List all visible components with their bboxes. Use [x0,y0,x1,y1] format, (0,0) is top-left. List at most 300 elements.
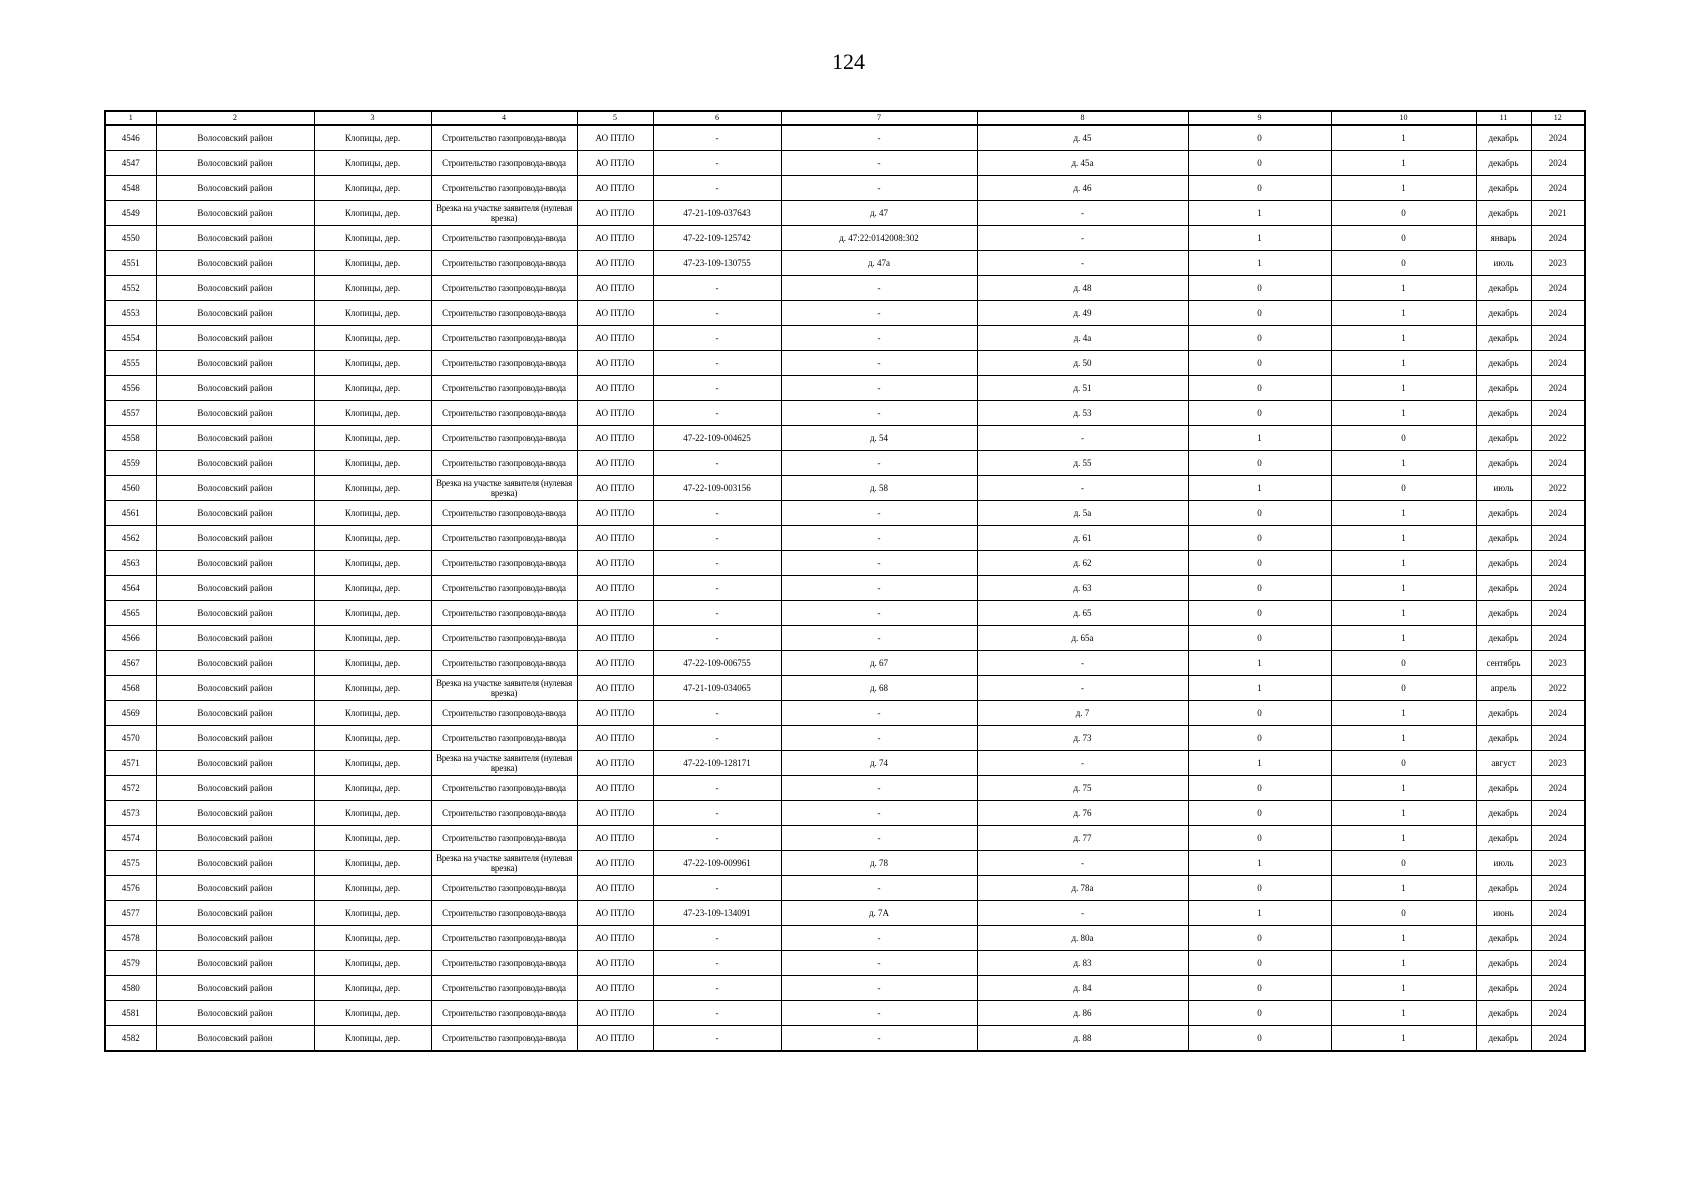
cadastral-address-cell: - [781,276,977,301]
organization-cell: АО ПТЛО [577,776,653,801]
table-row [105,276,1585,301]
work-type-cell: Строительство газопровода-ввода [431,976,577,1001]
district-cell: Волосовский район [156,151,314,176]
locality-cell: Клопицы, дер. [314,451,431,476]
year-cell: 2024 [1531,151,1585,176]
locality-cell: Клопицы, дер. [314,226,431,251]
locality-cell: Клопицы, дер. [314,701,431,726]
count-a-cell: 1 [1188,901,1331,926]
organization-cell: АО ПТЛО [577,201,653,226]
contract-number-cell: - [653,701,781,726]
year-cell: 2022 [1531,476,1585,501]
organization-cell: АО ПТЛО [577,676,653,701]
contract-number-cell: - [653,326,781,351]
locality-cell: Клопицы, дер. [314,776,431,801]
district-cell: Волосовский район [156,501,314,526]
row-number-cell: 4576 [105,876,156,901]
year-cell: 2023 [1531,751,1585,776]
row-number-cell: 4569 [105,701,156,726]
locality-cell: Клопицы, дер. [314,176,431,201]
address-cell: - [977,201,1188,226]
organization-cell: АО ПТЛО [577,401,653,426]
contract-number-cell: 47-22-109-004625 [653,426,781,451]
table-row [105,976,1585,1001]
year-cell: 2024 [1531,376,1585,401]
district-cell: Волосовский район [156,351,314,376]
address-cell: д. 53 [977,401,1188,426]
year-cell: 2022 [1531,426,1585,451]
locality-cell: Клопицы, дер. [314,926,431,951]
organization-cell: АО ПТЛО [577,376,653,401]
row-number-cell: 4554 [105,326,156,351]
district-cell: Волосовский район [156,376,314,401]
locality-cell: Клопицы, дер. [314,401,431,426]
month-cell: декабрь [1476,776,1531,801]
contract-number-cell: 47-22-109-009961 [653,851,781,876]
year-cell: 2024 [1531,926,1585,951]
contract-number-cell: - [653,726,781,751]
year-cell: 2024 [1531,701,1585,726]
address-cell: д. 88 [977,1026,1188,1052]
work-type-cell: Строительство газопровода-ввода [431,951,577,976]
organization-cell: АО ПТЛО [577,751,653,776]
row-number-cell: 4548 [105,176,156,201]
count-b-cell: 1 [1331,801,1476,826]
district-cell: Волосовский район [156,551,314,576]
count-a-cell: 1 [1188,651,1331,676]
locality-cell: Клопицы, дер. [314,651,431,676]
contract-number-cell: 47-22-109-125742 [653,226,781,251]
month-cell: апрель [1476,676,1531,701]
locality-cell: Клопицы, дер. [314,301,431,326]
locality-cell: Клопицы, дер. [314,626,431,651]
row-number-cell: 4547 [105,151,156,176]
locality-cell: Клопицы, дер. [314,876,431,901]
organization-cell: АО ПТЛО [577,876,653,901]
year-cell: 2024 [1531,626,1585,651]
organization-cell: АО ПТЛО [577,551,653,576]
row-number-cell: 4555 [105,351,156,376]
row-number-cell: 4560 [105,476,156,501]
count-b-cell: 0 [1331,851,1476,876]
address-cell: д. 51 [977,376,1188,401]
count-b-cell: 0 [1331,226,1476,251]
row-number-cell: 4564 [105,576,156,601]
work-type-cell: Врезка на участке заявителя (нулевая врезка) [431,476,577,501]
count-a-cell: 0 [1188,125,1331,151]
organization-cell: АО ПТЛО [577,626,653,651]
cadastral-address-cell: - [781,801,977,826]
cadastral-address-cell: д. 58 [781,476,977,501]
organization-cell: АО ПТЛО [577,351,653,376]
district-cell: Волосовский район [156,201,314,226]
address-cell: д. 80а [977,926,1188,951]
count-a-cell: 1 [1188,751,1331,776]
table-row [105,901,1585,926]
district-cell: Волосовский район [156,251,314,276]
address-cell: д. 61 [977,526,1188,551]
work-type-cell: Строительство газопровода-ввода [431,801,577,826]
work-type-cell: Строительство газопровода-ввода [431,776,577,801]
table-row [105,125,1585,151]
year-cell: 2024 [1531,226,1585,251]
cadastral-address-cell: - [781,626,977,651]
table-row [105,351,1585,376]
row-number-cell: 4571 [105,751,156,776]
organization-cell: АО ПТЛО [577,526,653,551]
count-b-cell: 1 [1331,125,1476,151]
row-number-cell: 4549 [105,201,156,226]
district-cell: Волосовский район [156,326,314,351]
cadastral-address-cell: - [781,1001,977,1026]
count-b-cell: 1 [1331,551,1476,576]
organization-cell: АО ПТЛО [577,451,653,476]
table-row [105,451,1585,476]
table-row [105,251,1585,276]
contract-number-cell: 47-23-109-130755 [653,251,781,276]
address-cell: - [977,426,1188,451]
locality-cell: Клопицы, дер. [314,426,431,451]
count-a-cell: 0 [1188,176,1331,201]
count-a-cell: 0 [1188,576,1331,601]
district-cell: Волосовский район [156,776,314,801]
table-row [105,551,1585,576]
work-type-cell: Строительство газопровода-ввода [431,601,577,626]
count-b-cell: 1 [1331,401,1476,426]
locality-cell: Клопицы, дер. [314,976,431,1001]
row-number-cell: 4562 [105,526,156,551]
locality-cell: Клопицы, дер. [314,526,431,551]
month-cell: декабрь [1476,801,1531,826]
count-b-cell: 1 [1331,701,1476,726]
count-b-cell: 1 [1331,726,1476,751]
month-cell: декабрь [1476,201,1531,226]
row-number-cell: 4546 [105,125,156,151]
count-b-cell: 1 [1331,1001,1476,1026]
locality-cell: Клопицы, дер. [314,826,431,851]
cadastral-address-cell: - [781,526,977,551]
count-a-cell: 0 [1188,301,1331,326]
year-cell: 2024 [1531,501,1585,526]
column-number: 7 [781,111,977,125]
year-cell: 2024 [1531,301,1585,326]
table-row [105,676,1585,701]
year-cell: 2024 [1531,826,1585,851]
row-number-cell: 4556 [105,376,156,401]
table-row [105,651,1585,676]
column-number: 4 [431,111,577,125]
contract-number-cell: - [653,1001,781,1026]
district-cell: Волосовский район [156,626,314,651]
cadastral-address-cell: - [781,451,977,476]
address-cell: д. 75 [977,776,1188,801]
cadastral-address-cell: - [781,976,977,1001]
year-cell: 2024 [1531,401,1585,426]
contract-number-cell: - [653,776,781,801]
cadastral-address-cell: - [781,326,977,351]
district-cell: Волосовский район [156,676,314,701]
count-a-cell: 1 [1188,676,1331,701]
row-number-cell: 4573 [105,801,156,826]
row-number-cell: 4575 [105,851,156,876]
row-number-cell: 4568 [105,676,156,701]
month-cell: декабрь [1476,501,1531,526]
work-type-cell: Строительство газопровода-ввода [431,1026,577,1052]
count-b-cell: 1 [1331,951,1476,976]
contract-number-cell: - [653,976,781,1001]
district-cell: Волосовский район [156,651,314,676]
locality-cell: Клопицы, дер. [314,851,431,876]
count-a-cell: 1 [1188,201,1331,226]
contract-number-cell: - [653,526,781,551]
count-b-cell: 0 [1331,651,1476,676]
month-cell: декабрь [1476,951,1531,976]
row-number-cell: 4578 [105,926,156,951]
district-cell: Волосовский район [156,851,314,876]
count-a-cell: 0 [1188,951,1331,976]
contract-number-cell: - [653,376,781,401]
row-number-cell: 4561 [105,501,156,526]
year-cell: 2021 [1531,201,1585,226]
address-cell: д. 83 [977,951,1188,976]
work-type-cell: Строительство газопровода-ввода [431,426,577,451]
work-type-cell: Строительство газопровода-ввода [431,726,577,751]
year-cell: 2024 [1531,351,1585,376]
work-type-cell: Строительство газопровода-ввода [431,276,577,301]
count-a-cell: 0 [1188,351,1331,376]
district-cell: Волосовский район [156,926,314,951]
year-cell: 2024 [1531,601,1585,626]
cadastral-address-cell: - [781,876,977,901]
count-b-cell: 1 [1331,376,1476,401]
count-b-cell: 1 [1331,276,1476,301]
locality-cell: Клопицы, дер. [314,151,431,176]
address-cell: д. 45а [977,151,1188,176]
contract-number-cell: - [653,801,781,826]
address-cell: - [977,226,1188,251]
year-cell: 2024 [1531,876,1585,901]
contract-number-cell: - [653,926,781,951]
table-row [105,476,1585,501]
table-row [105,426,1585,451]
month-cell: декабрь [1476,151,1531,176]
district-cell: Волосовский район [156,526,314,551]
row-number-cell: 4550 [105,226,156,251]
count-b-cell: 1 [1331,151,1476,176]
column-number: 6 [653,111,781,125]
count-a-cell: 0 [1188,701,1331,726]
table-row [105,951,1585,976]
locality-cell: Клопицы, дер. [314,551,431,576]
month-cell: декабрь [1476,576,1531,601]
contract-number-cell: - [653,951,781,976]
year-cell: 2024 [1531,951,1585,976]
month-cell: декабрь [1476,876,1531,901]
table-row [105,301,1585,326]
count-a-cell: 0 [1188,726,1331,751]
row-number-cell: 4581 [105,1001,156,1026]
count-b-cell: 0 [1331,901,1476,926]
table-row [105,776,1585,801]
locality-cell: Клопицы, дер. [314,251,431,276]
table-row [105,876,1585,901]
organization-cell: АО ПТЛО [577,476,653,501]
contract-number-cell: - [653,826,781,851]
organization-cell: АО ПТЛО [577,276,653,301]
work-type-cell: Строительство газопровода-ввода [431,401,577,426]
organization-cell: АО ПТЛО [577,651,653,676]
month-cell: декабрь [1476,301,1531,326]
table-row [105,201,1585,226]
work-type-cell: Строительство газопровода-ввода [431,351,577,376]
contract-number-cell: - [653,301,781,326]
organization-cell: АО ПТЛО [577,601,653,626]
count-a-cell: 1 [1188,851,1331,876]
locality-cell: Клопицы, дер. [314,125,431,151]
organization-cell: АО ПТЛО [577,501,653,526]
count-a-cell: 0 [1188,376,1331,401]
column-number-row [105,111,1585,125]
count-b-cell: 1 [1331,776,1476,801]
address-cell: д. 65 [977,601,1188,626]
organization-cell: АО ПТЛО [577,976,653,1001]
row-number-cell: 4567 [105,651,156,676]
cadastral-address-cell: - [781,125,977,151]
address-cell: д. 48 [977,276,1188,301]
work-type-cell: Строительство газопровода-ввода [431,826,577,851]
month-cell: декабрь [1476,326,1531,351]
district-cell: Волосовский район [156,901,314,926]
month-cell: декабрь [1476,601,1531,626]
cadastral-address-cell: - [781,151,977,176]
district-cell: Волосовский район [156,1026,314,1052]
column-number: 12 [1531,111,1585,125]
year-cell: 2023 [1531,251,1585,276]
count-b-cell: 1 [1331,451,1476,476]
locality-cell: Клопицы, дер. [314,951,431,976]
row-number-cell: 4559 [105,451,156,476]
count-a-cell: 0 [1188,1026,1331,1052]
contract-number-cell: - [653,151,781,176]
district-cell: Волосовский район [156,751,314,776]
contract-number-cell: 47-21-109-034065 [653,676,781,701]
table-row [105,601,1585,626]
year-cell: 2024 [1531,326,1585,351]
count-a-cell: 1 [1188,226,1331,251]
address-cell: д. 76 [977,801,1188,826]
registry-table [104,110,1586,1052]
organization-cell: АО ПТЛО [577,326,653,351]
count-a-cell: 0 [1188,926,1331,951]
month-cell: декабрь [1476,376,1531,401]
cadastral-address-cell: - [781,176,977,201]
work-type-cell: Строительство газопровода-ввода [431,301,577,326]
address-cell: д. 65а [977,626,1188,651]
table-row [105,576,1585,601]
month-cell: декабрь [1476,176,1531,201]
organization-cell: АО ПТЛО [577,125,653,151]
district-cell: Волосовский район [156,876,314,901]
cadastral-address-cell: - [781,376,977,401]
table-row [105,501,1585,526]
year-cell: 2023 [1531,851,1585,876]
district-cell: Волосовский район [156,951,314,976]
cadastral-address-cell: д. 47 [781,201,977,226]
address-cell: д. 49 [977,301,1188,326]
address-cell: - [977,251,1188,276]
column-number: 2 [156,111,314,125]
count-b-cell: 1 [1331,601,1476,626]
table-row [105,176,1585,201]
work-type-cell: Строительство газопровода-ввода [431,176,577,201]
count-b-cell: 0 [1331,676,1476,701]
year-cell: 2022 [1531,676,1585,701]
address-cell: д. 46 [977,176,1188,201]
work-type-cell: Строительство газопровода-ввода [431,125,577,151]
month-cell: декабрь [1476,351,1531,376]
address-cell: д. 84 [977,976,1188,1001]
month-cell: июль [1476,476,1531,501]
district-cell: Волосовский район [156,176,314,201]
month-cell: декабрь [1476,1001,1531,1026]
table-row [105,151,1585,176]
count-b-cell: 1 [1331,1026,1476,1052]
table-row [105,526,1585,551]
year-cell: 2024 [1531,726,1585,751]
work-type-cell: Строительство газопровода-ввода [431,551,577,576]
address-cell: д. 63 [977,576,1188,601]
count-b-cell: 0 [1331,476,1476,501]
year-cell: 2024 [1531,276,1585,301]
work-type-cell: Строительство газопровода-ввода [431,926,577,951]
row-number-cell: 4582 [105,1026,156,1052]
year-cell: 2024 [1531,976,1585,1001]
cadastral-address-cell: - [781,951,977,976]
work-type-cell: Строительство газопровода-ввода [431,1001,577,1026]
count-a-cell: 0 [1188,276,1331,301]
column-number: 10 [1331,111,1476,125]
table-row [105,1026,1585,1052]
organization-cell: АО ПТЛО [577,151,653,176]
district-cell: Волосовский район [156,401,314,426]
district-cell: Волосовский район [156,726,314,751]
address-cell: - [977,476,1188,501]
contract-number-cell: - [653,1026,781,1052]
count-a-cell: 0 [1188,501,1331,526]
address-cell: д. 86 [977,1001,1188,1026]
cadastral-address-cell: д. 74 [781,751,977,776]
district-cell: Волосовский район [156,301,314,326]
district-cell: Волосовский район [156,426,314,451]
locality-cell: Клопицы, дер. [314,376,431,401]
month-cell: декабрь [1476,426,1531,451]
organization-cell: АО ПТЛО [577,1026,653,1052]
work-type-cell: Строительство газопровода-ввода [431,326,577,351]
count-a-cell: 1 [1188,426,1331,451]
work-type-cell: Строительство газопровода-ввода [431,526,577,551]
district-cell: Волосовский район [156,701,314,726]
table-row [105,701,1585,726]
contract-number-cell: - [653,401,781,426]
month-cell: декабрь [1476,726,1531,751]
locality-cell: Клопицы, дер. [314,1026,431,1052]
count-a-cell: 1 [1188,251,1331,276]
count-b-cell: 1 [1331,301,1476,326]
count-b-cell: 0 [1331,201,1476,226]
work-type-cell: Строительство газопровода-ввода [431,701,577,726]
count-b-cell: 1 [1331,176,1476,201]
contract-number-cell: - [653,276,781,301]
